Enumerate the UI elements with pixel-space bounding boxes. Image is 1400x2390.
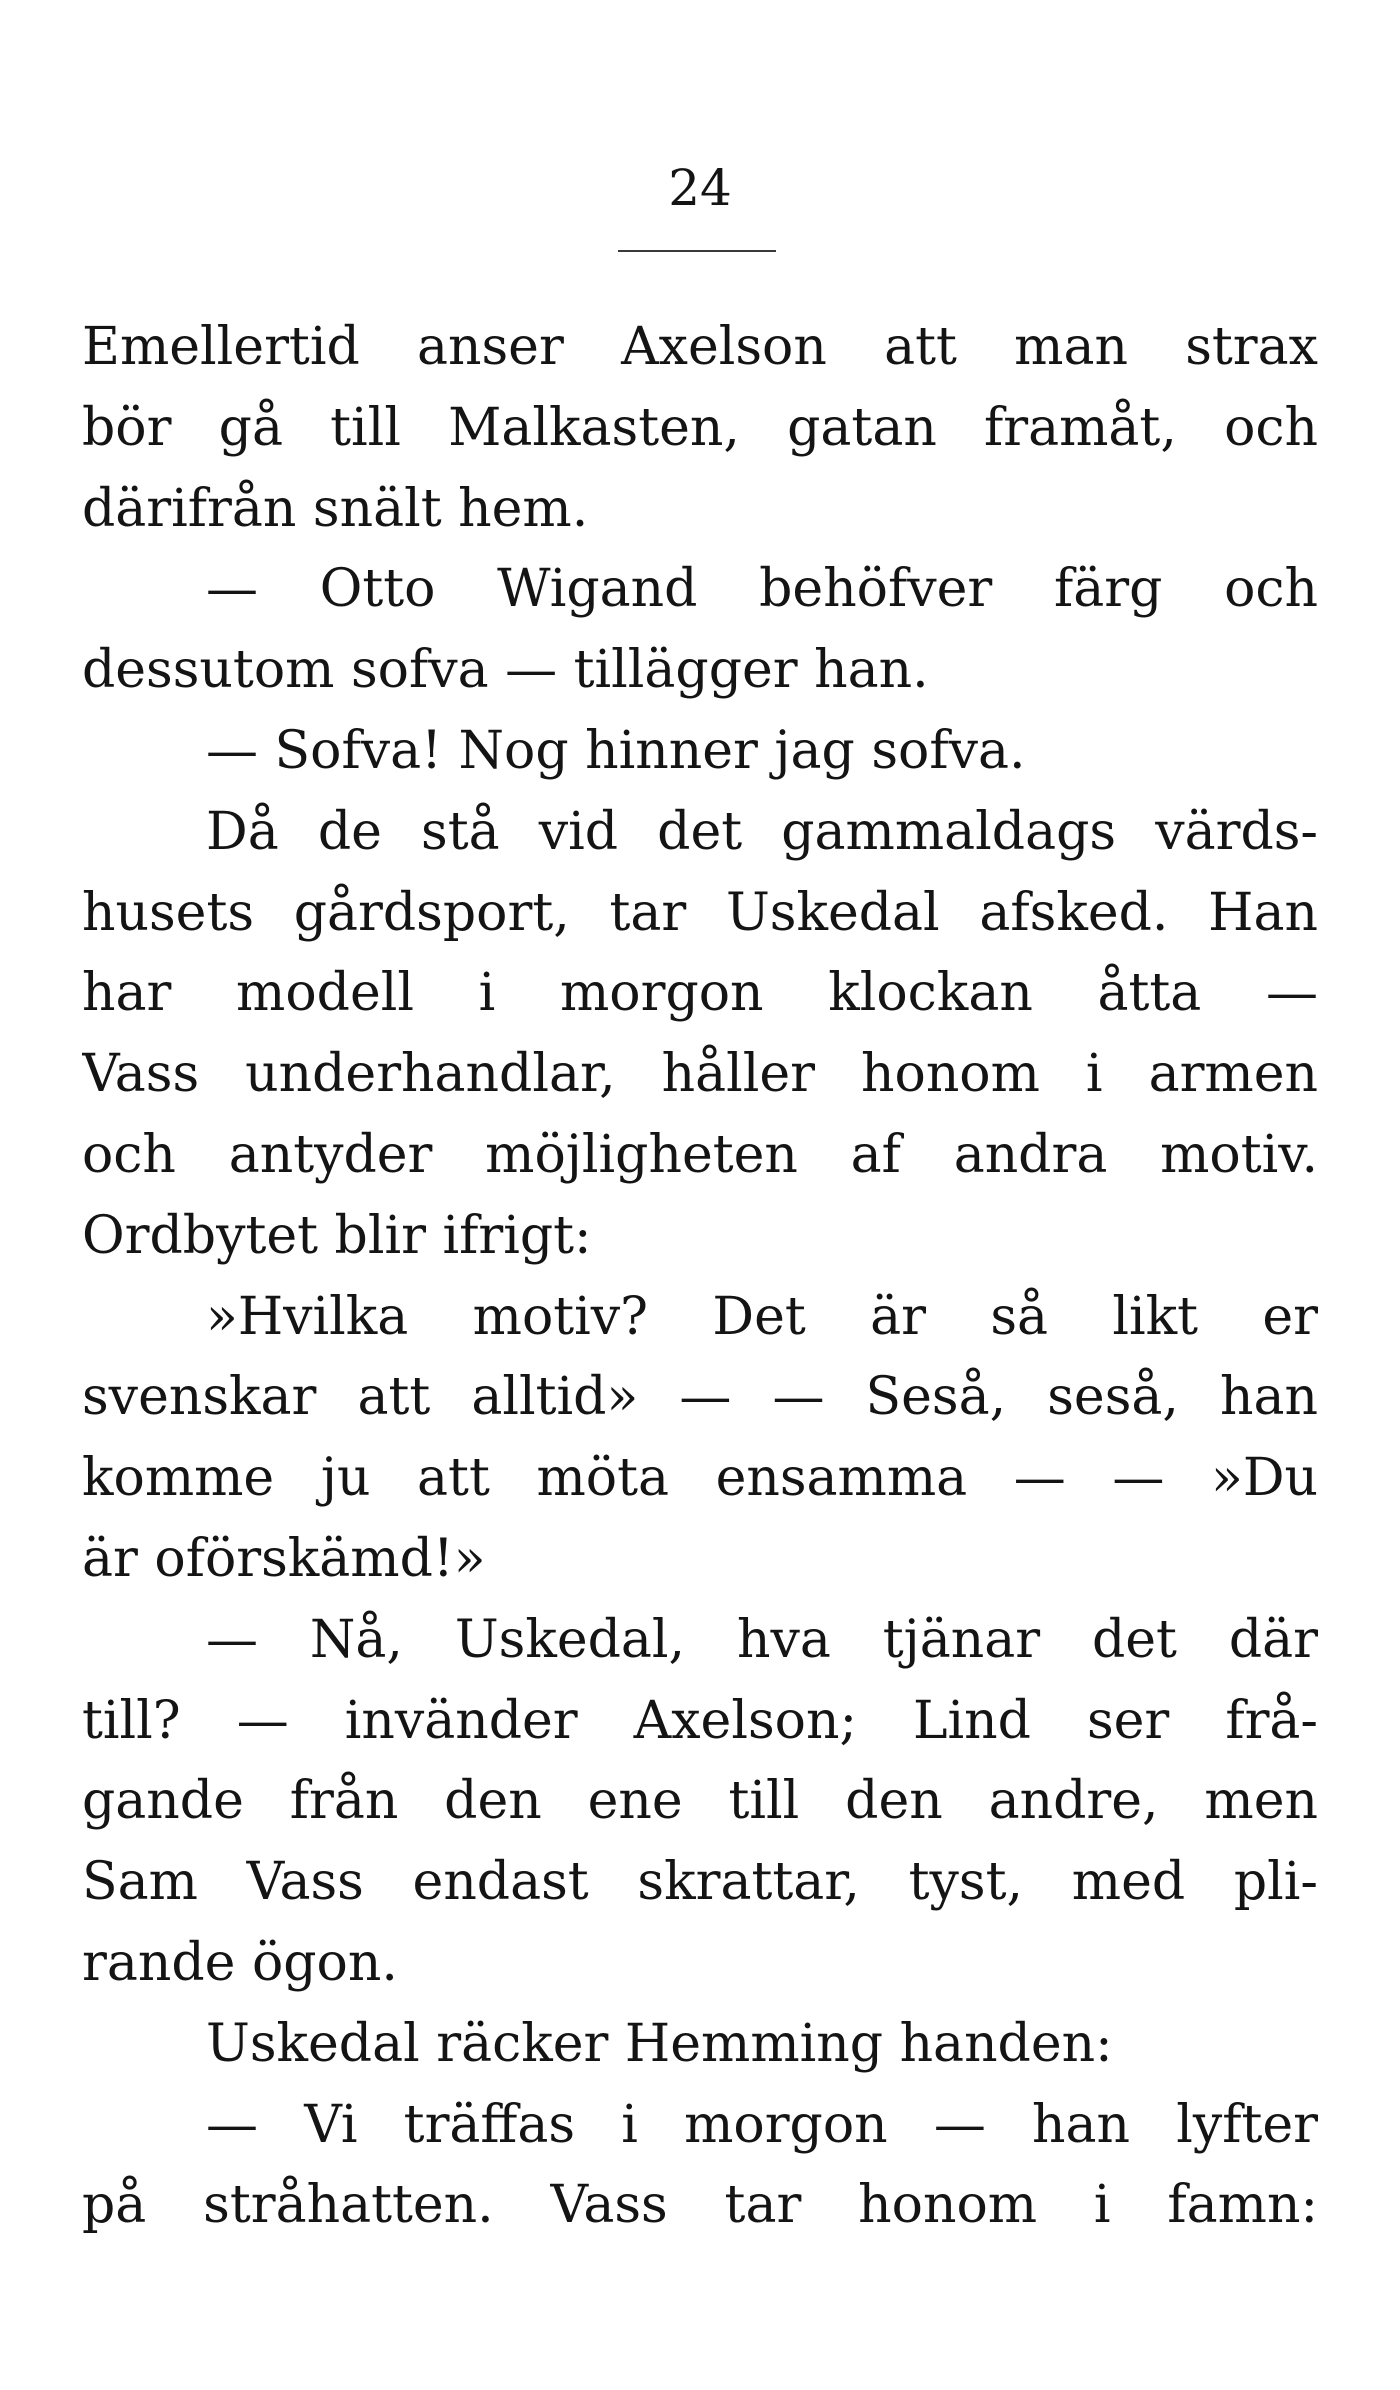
text-line: Ordbytet blir ifrigt: xyxy=(82,1205,592,1266)
text-line: är oförskämd!» xyxy=(82,1528,486,1589)
text-line: komme ju att möta ensamma — — »Du xyxy=(82,1448,1318,1509)
text-line: — Sofva! Nog hinner jag sofva. xyxy=(206,720,1026,781)
text-line: — Otto Wigand behöfver färg och xyxy=(206,559,1318,620)
text-line: gande från den ene till den andre, men xyxy=(82,1771,1318,1832)
text-line: bör gå till Malkasten, gatan framåt, och xyxy=(82,397,1318,458)
text-line: och antyder möjligheten af andra motiv. xyxy=(82,1124,1318,1185)
text-line: därifrån snält hem. xyxy=(82,478,589,539)
text-line: Då de stå vid det gammaldags värds- xyxy=(206,801,1318,862)
text-line: svenskar att alltid» — — Seså, seså, han xyxy=(82,1367,1318,1428)
text-line: Uskedal räcker Hemming handen: xyxy=(206,2013,1113,2074)
text-line: Emellertid anser Axelson att man strax xyxy=(82,317,1318,377)
text-line: Vass underhandlar, håller honom i armen xyxy=(82,1044,1318,1105)
text-line: husets gårdsport, tar Uskedal afsked. Han xyxy=(82,882,1318,943)
text-line: till? — invänder Axelson; Lind ser frå- xyxy=(82,1690,1318,1751)
text-line: »Hvilka motiv? Det är så likt er xyxy=(206,1286,1318,1347)
text-line: dessutom sofva — tillägger han. xyxy=(82,640,929,701)
text-line: rande ögon. xyxy=(82,1932,398,1993)
text-line: — Nå, Uskedal, hva tjänar det där xyxy=(206,1609,1318,1670)
page-number: 24 xyxy=(668,159,732,217)
body-text xyxy=(82,307,1318,2246)
text-line: — Vi träffas i morgon — han lyfter xyxy=(206,2094,1318,2155)
text-line: på stråhatten. Vass tar honom i famn: xyxy=(82,2175,1318,2236)
text-line: har modell i morgon klockan åtta — xyxy=(82,963,1318,1024)
text-line: Sam Vass endast skrattar, tyst, med pli- xyxy=(82,1852,1318,1913)
header-rule xyxy=(618,250,776,252)
